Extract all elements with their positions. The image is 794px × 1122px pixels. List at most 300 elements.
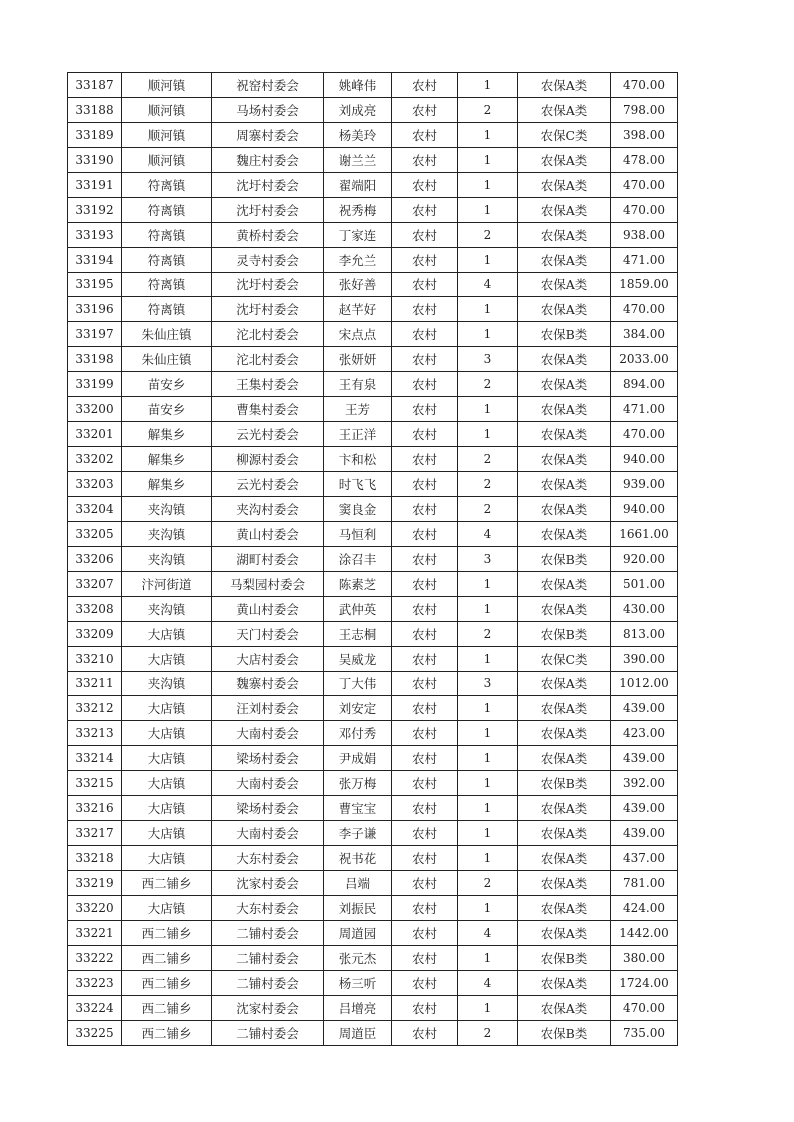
area-type-cell: 农村 [392, 372, 458, 397]
village-committee-cell: 沈家村委会 [212, 871, 324, 896]
person-name-cell: 时飞飞 [324, 472, 392, 497]
table-row [68, 447, 678, 472]
township-cell: 大店镇 [122, 895, 212, 920]
area-type-cell: 农村 [392, 970, 458, 995]
record-id-cell: 33187 [68, 73, 122, 98]
village-committee-cell: 祝窑村委会 [212, 73, 324, 98]
insurance-category-cell: 农保A类 [518, 746, 611, 771]
township-cell: 大店镇 [122, 696, 212, 721]
township-cell: 大店镇 [122, 821, 212, 846]
insurance-category-cell: 农保A类 [518, 821, 611, 846]
insurance-category-cell: 农保A类 [518, 920, 611, 945]
village-committee-cell: 曹集村委会 [212, 397, 324, 422]
amount-cell: 384.00 [611, 322, 678, 347]
village-committee-cell: 魏庄村委会 [212, 147, 324, 172]
township-cell: 符离镇 [122, 272, 212, 297]
village-committee-cell: 王集村委会 [212, 372, 324, 397]
area-type-cell: 农村 [392, 247, 458, 272]
record-id-cell: 33212 [68, 696, 122, 721]
village-committee-cell: 大南村委会 [212, 721, 324, 746]
insurance-category-cell: 农保A类 [518, 796, 611, 821]
record-id-cell: 33225 [68, 1020, 122, 1045]
table-row [68, 97, 678, 122]
village-committee-cell: 黄山村委会 [212, 521, 324, 546]
table-row [68, 546, 678, 571]
area-type-cell: 农村 [392, 122, 458, 147]
amount-cell: 380.00 [611, 945, 678, 970]
record-id-cell: 33190 [68, 147, 122, 172]
township-cell: 大店镇 [122, 646, 212, 671]
amount-cell: 398.00 [611, 122, 678, 147]
person-name-cell: 张妍妍 [324, 347, 392, 372]
table-row [68, 671, 678, 696]
area-type-cell: 农村 [392, 272, 458, 297]
amount-cell: 940.00 [611, 447, 678, 472]
area-type-cell: 农村 [392, 696, 458, 721]
township-cell: 解集乡 [122, 422, 212, 447]
area-type-cell: 农村 [392, 546, 458, 571]
amount-cell: 471.00 [611, 397, 678, 422]
village-committee-cell: 马场村委会 [212, 97, 324, 122]
person-name-cell: 邓付秀 [324, 721, 392, 746]
person-name-cell: 张元杰 [324, 945, 392, 970]
area-type-cell: 农村 [392, 222, 458, 247]
area-type-cell: 农村 [392, 397, 458, 422]
person-name-cell: 姚峰伟 [324, 73, 392, 98]
insurance-category-cell: 农保A类 [518, 521, 611, 546]
table-row [68, 172, 678, 197]
area-type-cell: 农村 [392, 1020, 458, 1045]
amount-cell: 1859.00 [611, 272, 678, 297]
insurance-category-cell: 农保B类 [518, 945, 611, 970]
area-type-cell: 农村 [392, 147, 458, 172]
record-id-cell: 33222 [68, 945, 122, 970]
township-cell: 符离镇 [122, 247, 212, 272]
insurance-category-cell: 农保A类 [518, 197, 611, 222]
household-size-cell: 1 [458, 596, 518, 621]
area-type-cell: 农村 [392, 422, 458, 447]
table-row [68, 945, 678, 970]
area-type-cell: 农村 [392, 871, 458, 896]
amount-cell: 478.00 [611, 147, 678, 172]
area-type-cell: 农村 [392, 73, 458, 98]
area-type-cell: 农村 [392, 796, 458, 821]
village-committee-cell: 汪刘村委会 [212, 696, 324, 721]
table-row [68, 895, 678, 920]
record-id-cell: 33196 [68, 297, 122, 322]
insurance-category-cell: 农保B类 [518, 621, 611, 646]
table-row [68, 122, 678, 147]
table-row [68, 646, 678, 671]
household-size-cell: 2 [458, 472, 518, 497]
insurance-category-cell: 农保A类 [518, 422, 611, 447]
township-cell: 符离镇 [122, 222, 212, 247]
village-committee-cell: 沈家村委会 [212, 995, 324, 1020]
record-id-cell: 33194 [68, 247, 122, 272]
insurance-category-cell: 农保A类 [518, 696, 611, 721]
person-name-cell: 李允兰 [324, 247, 392, 272]
table-row [68, 621, 678, 646]
person-name-cell: 尹成娟 [324, 746, 392, 771]
table-row [68, 846, 678, 871]
record-id-cell: 33204 [68, 496, 122, 521]
township-cell: 夹沟镇 [122, 521, 212, 546]
area-type-cell: 农村 [392, 172, 458, 197]
village-committee-cell: 灵寺村委会 [212, 247, 324, 272]
village-committee-cell: 湖町村委会 [212, 546, 324, 571]
village-committee-cell: 大南村委会 [212, 771, 324, 796]
area-type-cell: 农村 [392, 496, 458, 521]
area-type-cell: 农村 [392, 646, 458, 671]
household-size-cell: 1 [458, 322, 518, 347]
record-id-cell: 33197 [68, 322, 122, 347]
household-size-cell: 2 [458, 447, 518, 472]
person-name-cell: 谢兰兰 [324, 147, 392, 172]
person-name-cell: 王正洋 [324, 422, 392, 447]
insurance-category-cell: 农保A类 [518, 347, 611, 372]
insurance-category-cell: 农保A类 [518, 172, 611, 197]
township-cell: 汴河街道 [122, 571, 212, 596]
household-size-cell: 1 [458, 796, 518, 821]
area-type-cell: 农村 [392, 596, 458, 621]
amount-cell: 470.00 [611, 172, 678, 197]
amount-cell: 439.00 [611, 746, 678, 771]
person-name-cell: 李子谦 [324, 821, 392, 846]
amount-cell: 798.00 [611, 97, 678, 122]
area-type-cell: 农村 [392, 721, 458, 746]
amount-cell: 940.00 [611, 496, 678, 521]
person-name-cell: 周道臣 [324, 1020, 392, 1045]
record-id-cell: 33201 [68, 422, 122, 447]
amount-cell: 501.00 [611, 571, 678, 596]
township-cell: 西二铺乡 [122, 1020, 212, 1045]
table-row [68, 347, 678, 372]
record-id-cell: 33224 [68, 995, 122, 1020]
person-name-cell: 吴威龙 [324, 646, 392, 671]
household-size-cell: 1 [458, 147, 518, 172]
amount-cell: 735.00 [611, 1020, 678, 1045]
table-row [68, 571, 678, 596]
village-committee-cell: 沈圩村委会 [212, 272, 324, 297]
person-name-cell: 丁家连 [324, 222, 392, 247]
record-id-cell: 33191 [68, 172, 122, 197]
insurance-category-cell: 农保A类 [518, 895, 611, 920]
township-cell: 大店镇 [122, 721, 212, 746]
household-size-cell: 2 [458, 372, 518, 397]
village-committee-cell: 黄山村委会 [212, 596, 324, 621]
amount-cell: 1012.00 [611, 671, 678, 696]
village-committee-cell: 周寨村委会 [212, 122, 324, 147]
table-row [68, 496, 678, 521]
person-name-cell: 周道园 [324, 920, 392, 945]
record-id-cell: 33193 [68, 222, 122, 247]
amount-cell: 938.00 [611, 222, 678, 247]
household-size-cell: 2 [458, 871, 518, 896]
amount-cell: 470.00 [611, 73, 678, 98]
township-cell: 苗安乡 [122, 372, 212, 397]
amount-cell: 439.00 [611, 821, 678, 846]
amount-cell: 1661.00 [611, 521, 678, 546]
amount-cell: 439.00 [611, 796, 678, 821]
village-committee-cell: 大东村委会 [212, 846, 324, 871]
township-cell: 夹沟镇 [122, 596, 212, 621]
record-id-cell: 33188 [68, 97, 122, 122]
person-name-cell: 窦良金 [324, 496, 392, 521]
household-size-cell: 1 [458, 73, 518, 98]
household-size-cell: 1 [458, 571, 518, 596]
amount-cell: 470.00 [611, 197, 678, 222]
township-cell: 夹沟镇 [122, 671, 212, 696]
household-size-cell: 1 [458, 846, 518, 871]
record-id-cell: 33198 [68, 347, 122, 372]
township-cell: 大店镇 [122, 796, 212, 821]
township-cell: 符离镇 [122, 197, 212, 222]
township-cell: 顺河镇 [122, 147, 212, 172]
household-size-cell: 1 [458, 422, 518, 447]
insurance-category-cell: 农保B类 [518, 771, 611, 796]
amount-cell: 423.00 [611, 721, 678, 746]
person-name-cell: 翟端阳 [324, 172, 392, 197]
village-committee-cell: 黄桥村委会 [212, 222, 324, 247]
person-name-cell: 王志桐 [324, 621, 392, 646]
village-committee-cell: 云光村委会 [212, 472, 324, 497]
household-size-cell: 2 [458, 496, 518, 521]
household-size-cell: 1 [458, 122, 518, 147]
village-committee-cell: 柳源村委会 [212, 447, 324, 472]
insurance-category-cell: 农保A类 [518, 222, 611, 247]
insurance-category-cell: 农保A类 [518, 472, 611, 497]
record-id-cell: 33219 [68, 871, 122, 896]
person-name-cell: 赵芊好 [324, 297, 392, 322]
household-size-cell: 1 [458, 297, 518, 322]
village-committee-cell: 沈圩村委会 [212, 297, 324, 322]
amount-cell: 470.00 [611, 995, 678, 1020]
household-size-cell: 2 [458, 1020, 518, 1045]
township-cell: 夹沟镇 [122, 496, 212, 521]
person-name-cell: 张万梅 [324, 771, 392, 796]
insurance-category-cell: 农保A类 [518, 596, 611, 621]
insurance-category-cell: 农保A类 [518, 721, 611, 746]
person-name-cell: 张好善 [324, 272, 392, 297]
insurance-category-cell: 农保C类 [518, 646, 611, 671]
township-cell: 顺河镇 [122, 97, 212, 122]
township-cell: 大店镇 [122, 771, 212, 796]
table-row [68, 247, 678, 272]
area-type-cell: 农村 [392, 995, 458, 1020]
village-committee-cell: 大东村委会 [212, 895, 324, 920]
township-cell: 朱仙庄镇 [122, 347, 212, 372]
person-name-cell: 祝书花 [324, 846, 392, 871]
table-row [68, 322, 678, 347]
amount-cell: 439.00 [611, 696, 678, 721]
area-type-cell: 农村 [392, 97, 458, 122]
insurance-category-cell: 农保A类 [518, 297, 611, 322]
table-row [68, 222, 678, 247]
area-type-cell: 农村 [392, 521, 458, 546]
insurance-category-cell: 农保A类 [518, 397, 611, 422]
village-committee-cell: 梁场村委会 [212, 796, 324, 821]
record-id-cell: 33213 [68, 721, 122, 746]
village-committee-cell: 沱北村委会 [212, 347, 324, 372]
household-size-cell: 1 [458, 646, 518, 671]
amount-cell: 781.00 [611, 871, 678, 896]
area-type-cell: 农村 [392, 447, 458, 472]
person-name-cell: 刘振民 [324, 895, 392, 920]
village-committee-cell: 二铺村委会 [212, 920, 324, 945]
table-row [68, 696, 678, 721]
area-type-cell: 农村 [392, 472, 458, 497]
insurance-category-cell: 农保C类 [518, 122, 611, 147]
household-size-cell: 1 [458, 746, 518, 771]
person-name-cell: 祝秀梅 [324, 197, 392, 222]
table-row [68, 147, 678, 172]
village-committee-cell: 天门村委会 [212, 621, 324, 646]
person-name-cell: 吕增亮 [324, 995, 392, 1020]
record-id-cell: 33203 [68, 472, 122, 497]
table-row [68, 771, 678, 796]
record-id-cell: 33208 [68, 596, 122, 621]
township-cell: 西二铺乡 [122, 970, 212, 995]
record-id-cell: 33192 [68, 197, 122, 222]
insurance-category-cell: 农保A类 [518, 247, 611, 272]
insurance-category-cell: 农保A类 [518, 73, 611, 98]
record-id-cell: 33217 [68, 821, 122, 846]
area-type-cell: 农村 [392, 821, 458, 846]
table-row [68, 995, 678, 1020]
village-committee-cell: 沈圩村委会 [212, 197, 324, 222]
household-size-cell: 3 [458, 671, 518, 696]
household-size-cell: 4 [458, 920, 518, 945]
person-name-cell: 杨三听 [324, 970, 392, 995]
table-row [68, 472, 678, 497]
area-type-cell: 农村 [392, 920, 458, 945]
area-type-cell: 农村 [392, 895, 458, 920]
household-size-cell: 1 [458, 197, 518, 222]
village-committee-cell: 云光村委会 [212, 422, 324, 447]
village-committee-cell: 大店村委会 [212, 646, 324, 671]
amount-cell: 1442.00 [611, 920, 678, 945]
township-cell: 顺河镇 [122, 73, 212, 98]
record-id-cell: 33200 [68, 397, 122, 422]
record-id-cell: 33210 [68, 646, 122, 671]
table-row [68, 272, 678, 297]
insurance-category-cell: 农保B类 [518, 1020, 611, 1045]
table-row [68, 197, 678, 222]
area-type-cell: 农村 [392, 571, 458, 596]
person-name-cell: 卞和松 [324, 447, 392, 472]
amount-cell: 813.00 [611, 621, 678, 646]
household-size-cell: 1 [458, 696, 518, 721]
person-name-cell: 刘成亮 [324, 97, 392, 122]
amount-cell: 939.00 [611, 472, 678, 497]
village-committee-cell: 沈圩村委会 [212, 172, 324, 197]
township-cell: 西二铺乡 [122, 871, 212, 896]
table-row [68, 796, 678, 821]
village-committee-cell: 梁场村委会 [212, 746, 324, 771]
household-size-cell: 1 [458, 721, 518, 746]
record-id-cell: 33199 [68, 372, 122, 397]
person-name-cell: 王有泉 [324, 372, 392, 397]
person-name-cell: 刘安定 [324, 696, 392, 721]
area-type-cell: 农村 [392, 197, 458, 222]
insurance-category-cell: 农保A类 [518, 871, 611, 896]
table-row [68, 372, 678, 397]
household-size-cell: 3 [458, 347, 518, 372]
amount-cell: 470.00 [611, 297, 678, 322]
table-row [68, 73, 678, 98]
record-id-cell: 33216 [68, 796, 122, 821]
table-row [68, 297, 678, 322]
table-row [68, 721, 678, 746]
area-type-cell: 农村 [392, 945, 458, 970]
insurance-category-cell: 农保A类 [518, 846, 611, 871]
record-id-cell: 33202 [68, 447, 122, 472]
village-committee-cell: 二铺村委会 [212, 970, 324, 995]
amount-cell: 424.00 [611, 895, 678, 920]
township-cell: 夹沟镇 [122, 546, 212, 571]
household-size-cell: 3 [458, 546, 518, 571]
township-cell: 解集乡 [122, 472, 212, 497]
person-name-cell: 曹宝宝 [324, 796, 392, 821]
insurance-category-cell: 农保A类 [518, 671, 611, 696]
table-row [68, 746, 678, 771]
insurance-category-cell: 农保A类 [518, 147, 611, 172]
insurance-category-cell: 农保B类 [518, 322, 611, 347]
record-id-cell: 33218 [68, 846, 122, 871]
table-row [68, 521, 678, 546]
insurance-category-cell: 农保A类 [518, 496, 611, 521]
record-id-cell: 33220 [68, 895, 122, 920]
amount-cell: 392.00 [611, 771, 678, 796]
record-id-cell: 33209 [68, 621, 122, 646]
table-row [68, 920, 678, 945]
table-row [68, 871, 678, 896]
village-committee-cell: 沱北村委会 [212, 322, 324, 347]
insurance-category-cell: 农保A类 [518, 372, 611, 397]
record-id-cell: 33223 [68, 970, 122, 995]
area-type-cell: 农村 [392, 347, 458, 372]
person-name-cell: 马恒利 [324, 521, 392, 546]
record-id-cell: 33207 [68, 571, 122, 596]
person-name-cell: 武仲英 [324, 596, 392, 621]
amount-cell: 390.00 [611, 646, 678, 671]
village-committee-cell: 大南村委会 [212, 821, 324, 846]
record-id-cell: 33206 [68, 546, 122, 571]
insurance-category-cell: 农保A类 [518, 97, 611, 122]
township-cell: 符离镇 [122, 172, 212, 197]
household-size-cell: 1 [458, 247, 518, 272]
table-row [68, 596, 678, 621]
village-committee-cell: 魏寨村委会 [212, 671, 324, 696]
area-type-cell: 农村 [392, 771, 458, 796]
table-row [68, 821, 678, 846]
amount-cell: 894.00 [611, 372, 678, 397]
amount-cell: 430.00 [611, 596, 678, 621]
record-id-cell: 33221 [68, 920, 122, 945]
table-body [68, 73, 678, 1046]
person-name-cell: 丁大伟 [324, 671, 392, 696]
table-row [68, 422, 678, 447]
household-size-cell: 1 [458, 895, 518, 920]
household-size-cell: 4 [458, 970, 518, 995]
insurance-category-cell: 农保B类 [518, 546, 611, 571]
area-type-cell: 农村 [392, 322, 458, 347]
household-size-cell: 2 [458, 222, 518, 247]
area-type-cell: 农村 [392, 746, 458, 771]
household-size-cell: 4 [458, 272, 518, 297]
person-name-cell: 涂召丰 [324, 546, 392, 571]
village-committee-cell: 马梨园村委会 [212, 571, 324, 596]
